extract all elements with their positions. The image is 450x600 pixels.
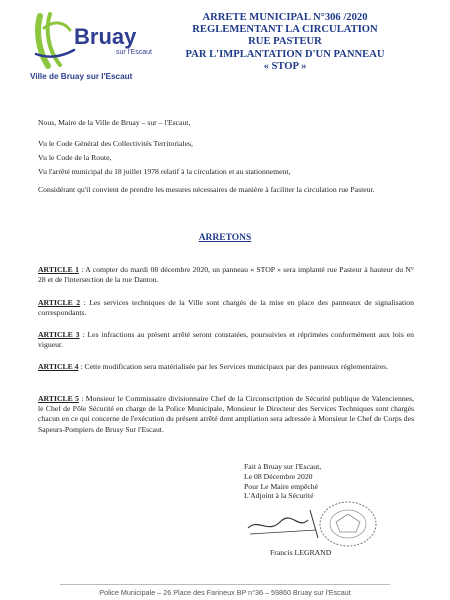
bruay-logo-mark xyxy=(30,10,160,70)
article-text: : Les services techniques de la Ville sont chargés de la mise en place des panneaux de signalisation correspondants. xyxy=(38,298,414,318)
article-text: : Les infractions au présent arrêté seront constatées, poursuivies et réprimées conformément aux lois en vigueur. xyxy=(38,330,414,350)
article-text: : Cette modification sera matérialisée par les Services municipaux par des panneaux réglementaires. xyxy=(78,362,389,371)
article-label: ARTICLE 4 xyxy=(38,362,79,371)
signature-date: Le 08 Décembre 2020 xyxy=(244,471,313,481)
article-text: : Monsieur le Commissaire divisionnaire Chef de la Circonscription de Sécurité publique de Valenciennes, le Chef de Pôle Sécurité en charge de la Police Municipale, Monsieur le Directeur des Services Techniques sont chargés chacun en ce qui concerne de l'exécution du présent arrêté dont ampliation sera adressée à Monsieur le Chef de Corps des Sapeurs-Pompiers de Brusy Sur l'Escaut. xyxy=(38,394,414,434)
title-line: ARRETE MUNICIPAL N°306 /2020 xyxy=(202,12,368,23)
signature-block xyxy=(244,462,414,501)
article-label: ARTICLE 1 xyxy=(38,265,79,274)
title-line: PAR L'IMPLANTATION D'UN PANNEAU xyxy=(185,48,385,60)
decree-title xyxy=(160,12,410,73)
city-caption: Ville de Bruay sur l'Escaut xyxy=(30,72,133,81)
signature-role: L'Adjoint à la Sécurité xyxy=(244,491,314,501)
signatory-name: Francis LEGRAND xyxy=(270,548,332,557)
footer-address: Police Municipale – 26 Place des Farineux BP n°36 – 59860 Bruay sur l'Escaut xyxy=(99,588,351,597)
logo-tagline: sur l'Escaut xyxy=(116,49,152,56)
preamble-mayor: Nous, Maire de la Ville de Bruay – sur – l'Escaut, xyxy=(38,118,191,127)
handwritten-signature-and-seal xyxy=(238,500,388,550)
article-5 xyxy=(38,394,414,435)
article-2 xyxy=(38,298,414,318)
decision-heading: ARRETONS xyxy=(198,233,252,243)
footer-divider xyxy=(60,584,390,585)
preamble-considerant: Considérant qu'il convient de prendre les mesures nécessaires de manière à faciliter la circulation rue Pasteur. xyxy=(38,185,375,194)
preamble-code-route: Vu le Code de la Route, xyxy=(38,153,112,162)
article-label: ARTICLE 3 xyxy=(38,330,80,339)
title-line: « STOP » xyxy=(263,60,307,72)
article-label: ARTICLE 5 xyxy=(38,394,79,403)
article-4 xyxy=(38,362,414,372)
title-line: RUE PASTEUR xyxy=(248,36,322,48)
title-line: REGLEMENTANT LA CIRCULATION xyxy=(192,24,378,36)
preamble-code-collectivites: Vu le Code Général des Collectivités Territoriales, xyxy=(38,139,193,148)
article-3 xyxy=(38,330,414,350)
logo-wordmark: Bruay xyxy=(74,24,137,49)
article-1 xyxy=(38,265,414,285)
signature-for-mayor: Pour Le Maire empêché xyxy=(244,481,319,491)
article-text: : A compter du mardi 08 décembre 2020, un panneau « STOP » sera implanté rue Pasteur à hauteur du N° 28 et de l'intersection de la rue Danton. xyxy=(38,265,414,285)
signature-place: Fait à Bruay sur l'Escaut, xyxy=(244,462,322,471)
preamble-arrete-1978: Vu l'arrêté municipal du 18 juillet 1978 relatif à la circulation et au stationnement, xyxy=(38,167,291,176)
article-label: ARTICLE 2 xyxy=(38,298,81,307)
city-logo xyxy=(30,10,160,88)
